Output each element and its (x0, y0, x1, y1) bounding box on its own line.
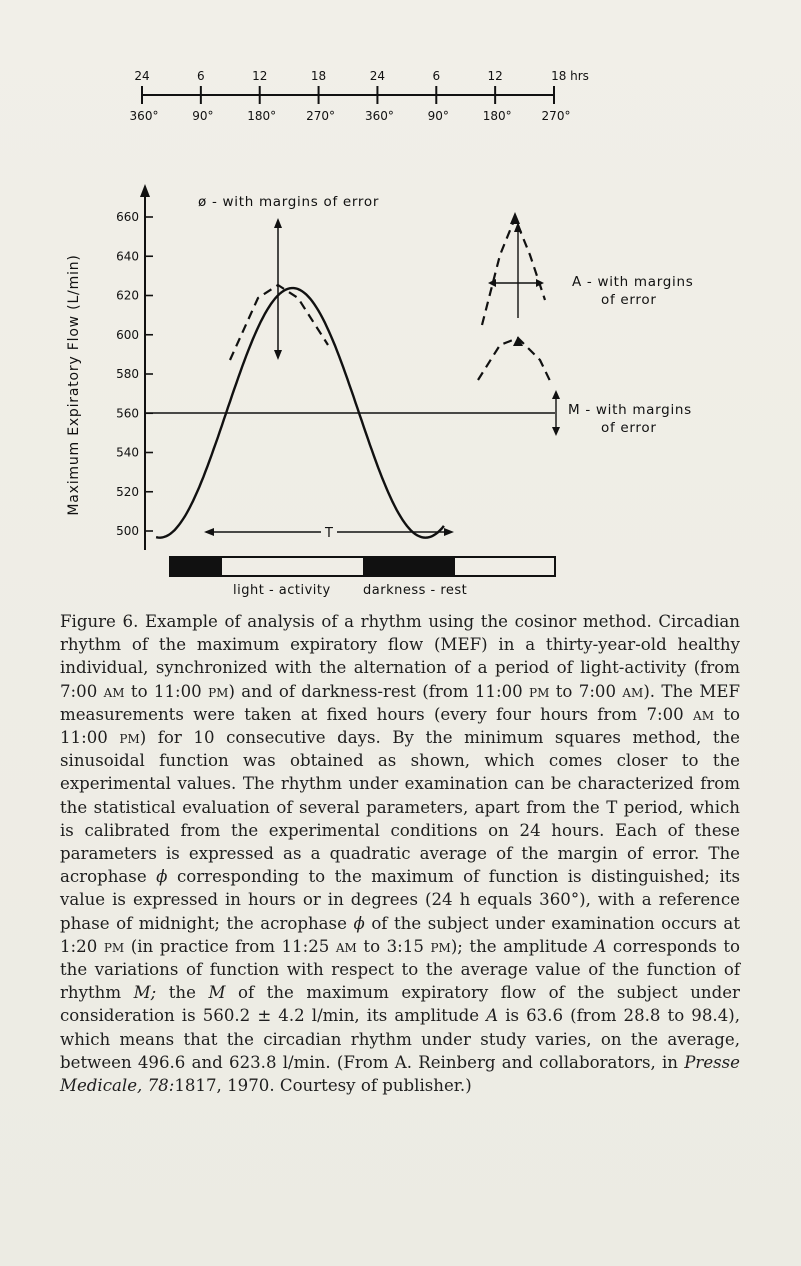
degree-tick-label: 360° (129, 109, 159, 123)
dark-segment-1 (170, 557, 222, 576)
y-tick-label: 580 (116, 367, 139, 381)
dark-segment-2 (363, 557, 455, 576)
caption-text-11: the (168, 983, 196, 1003)
degree-tick-label: 180° (482, 109, 512, 123)
caption-am: am (103, 681, 125, 701)
hour-tick-label: 12 (252, 69, 268, 83)
caption-time: 7:00 (646, 704, 684, 724)
hour-tick-label: 18 hrs (551, 69, 589, 83)
caption-time: 11:00 (60, 728, 108, 748)
y-tick-label: 640 (116, 249, 139, 264)
peak-arrowhead (510, 212, 520, 224)
degree-tick-label: 270° (541, 109, 571, 123)
caption-journal: Presse Medicale, 78: (60, 1052, 740, 1096)
caption-text-13: is 63.6 (from 28.8 to 98.4), which means that the circadian rhythm under study varies, on the average, between 496.6 and 623.8 l/min. (From A. Reinberg and collaborators, in (60, 1006, 740, 1072)
y-axis-arrowhead (140, 184, 150, 197)
caption-pm: pm (529, 681, 550, 701)
y-tick-label: 600 (116, 327, 139, 342)
y-tick-label: 660 (116, 210, 139, 224)
y-tick-label: 560 (116, 406, 139, 421)
caption-am: am (622, 681, 644, 701)
caption-time: 7:00 (578, 681, 617, 701)
cosinor-figure (0, 0, 801, 610)
degree-tick-label: 270° (306, 109, 336, 123)
caption-mesor-symbol-2: M (208, 983, 226, 1003)
figure-label: Figure 6. (60, 612, 139, 631)
caption-amplitude-symbol-2: A (486, 1006, 499, 1026)
period-label: T (325, 526, 333, 541)
darkness-rest-label: darkness - rest (363, 583, 468, 598)
caption-to: to (723, 704, 741, 724)
acrophase-arrow (274, 218, 282, 360)
y-tick-label: 500 (116, 524, 139, 538)
caption-pm: pm (430, 936, 451, 956)
caption-text-5: corresponding to the maximum of function is distinguished; its value is expressed in hours or in degrees (24 h equals 360°), with a reference phase of midnight; the acrophase (60, 867, 740, 933)
hour-tick-label: 12 (487, 69, 503, 83)
hour-tick-label: 24 (134, 69, 150, 83)
caption-pm: pm (208, 681, 229, 701)
light-dark-bar (170, 557, 555, 598)
caption-to: to (130, 681, 148, 701)
acrophase-label: ø - with margins of error (198, 194, 380, 210)
mesor-label-line2: of error (601, 420, 657, 436)
amplitude-label-line2: of error (601, 292, 657, 308)
caption-to: to (555, 681, 573, 701)
caption-text-4: ) for 10 consecutive days. By the minimum squares method, the sinusoidal function was obtained as shown, which comes closer to the experimental values. The rhythm under examination can be characterized from the statistical evaluation of several parameters, apart from the T period, which is calibrated from the experimental conditions on 24 hours. Each of these parameters is expressed as a quadratic average of the margin of error. The acrophase (60, 728, 740, 887)
degree-tick-label: 90° (427, 109, 449, 123)
caption-text-7: (in practice from 11:25 (130, 936, 330, 956)
caption-mesor-symbol: M; (133, 983, 157, 1003)
caption-text-10: corresponds to the variations of function with respect to the average value of the function of rhythm (60, 936, 741, 1003)
caption-text-6: of the subject under examination occurs at 1:20 (60, 913, 740, 956)
caption-text-12: of the maximum expiratory flow of the subject under consideration is 560.2 ± 4.2 l/min, its amplitude (60, 983, 740, 1026)
caption-text-9: ); the amplitude (450, 936, 588, 956)
light-activity-label: light - activity (233, 583, 331, 598)
degree-tick-label: 90° (192, 109, 214, 123)
hour-tick-label: 18 (310, 69, 327, 83)
y-axis (66, 184, 153, 550)
caption-am: am (335, 936, 357, 956)
caption-text-14: 1817, 1970. Courtesy of publisher.) (174, 1076, 472, 1096)
caption-amplitude-symbol: A (594, 936, 607, 956)
y-axis-label: Maximum Expiratory Flow (L/min) (66, 254, 82, 516)
figure-caption (60, 610, 740, 1097)
mesor-label-line1: M - with margins (568, 402, 692, 418)
degree-tick-label: 360° (364, 109, 394, 123)
hour-tick-label: 6 (432, 69, 441, 83)
caption-time: 11:00 (474, 681, 523, 701)
caption-pm: pm (103, 936, 125, 956)
caption-phi: ϕ (156, 867, 168, 887)
caption-time: 11:00 (153, 681, 202, 701)
y-tick-label: 620 (116, 288, 139, 303)
caption-text-3: ). The MEF measurements were taken at fixed hours (every four hours from (60, 681, 740, 724)
caption-pm: pm (119, 728, 140, 748)
caption-text-1: Example of analysis of a rhythm using the cosinor method. Circadian rhythm of the maximum expiratory flow (MEF) in a thirty-year-old healthy individual, synchronized with the alternation of a period of light-activity (from 7:00 (60, 612, 740, 701)
hour-tick-label: 24 (369, 69, 386, 83)
caption-phi: ϕ (353, 913, 365, 933)
caption-text-2: ) and of darkness-rest (from (228, 681, 469, 701)
amplitude-label-line1: A - with margins (572, 274, 694, 290)
y-tick-label: 540 (116, 445, 139, 460)
hour-tick-label: 6 (197, 69, 205, 83)
top-time-scale (130, 69, 589, 123)
degree-tick-label: 180° (247, 109, 277, 123)
caption-text-8: to 3:15 (363, 936, 424, 956)
y-tick-label: 520 (116, 484, 139, 499)
caption-am: am (693, 704, 714, 724)
bar-outline (170, 557, 555, 576)
